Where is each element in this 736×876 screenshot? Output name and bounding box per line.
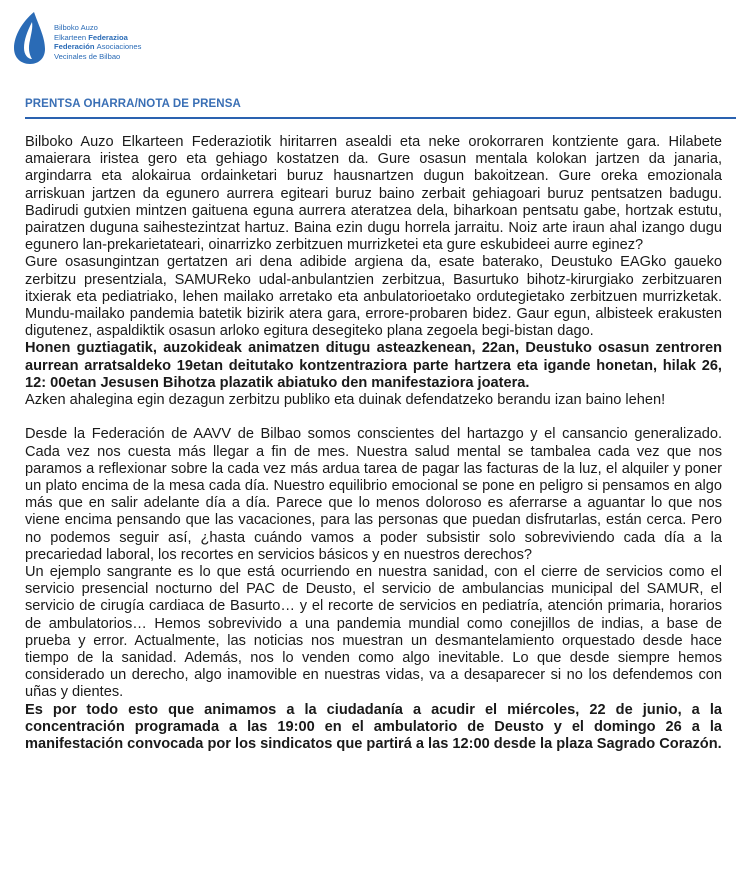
spanish-paragraph-3: Es por todo esto que animamos a la ciudadanía a acudir el miércoles, 22 de junio, a la concentración programada a las 19:00 en el ambulatorio de Deusto y el domingo 26 a la manifestación convocada por los sindicatos que partirá a las 12:00 desde la plaza Sagrado Corazón. [25, 701, 722, 753]
basque-paragraph-1: Bilboko Auzo Elkarteen Federaziotik hiritarren asealdi eta neke orokorraren kontziente gara. Hilabete amaierara iristea gero eta gehiago kostatzen da. Gure osasun mentala kolokan jartzen da janaria, argindarra eta alokairua ordainketari buruz hausnartzen dugun bakoitzean. Gure oreka emozionala arriskuan jartzen da egunero aurrera egiteari buruz baino zerbait gehiagoari buruz pentsatzen badugu. Badirudi gutxien mintzen gaituena eguna aurrera ateratzea dela, biharkoan pentsatu gabe, hortzak estutu, pairatzen duguna saihestezintzat hartuz. Baina ezin dugu horrela jarraitu. Noiz arte iraun ahal izango dugu egunero lan-prekarietateari, oinarrizko zerbitzuen murrizketei eta gure eskubideei aurre eginez? [25, 134, 722, 254]
spanish-paragraph-1: Desde la Federación de AAVV de Bilbao somos conscientes del hartazgo y el cansancio generalizado. Cada vez nos cuesta más llegar a fin de mes. Nuestra salud mental se tambalea cada vez que nos paramos a reflexionar sobre la cada vez más ardua tarea de pagar las facturas de la luz, el alquiler y poner un plato encima de la mesa cada día. Nuestro equilibrio emocional se pone en peligro si pensamos en algo más que en salir adelante día a día. Parece que lo menos doloroso es aferrarse a aguantar lo que nos viene encima pensando que las vacaciones, para las personas que puedan disfrutarlas, están cerca. Pero no podemos seguir así, ¿hasta cuándo vamos a poder subsistir solo sobreviviendo cada día a la precariedad laboral, los recortes en servicios básicos y en nuestros derechos? [25, 426, 722, 563]
federation-logo [12, 10, 212, 70]
logo-line-2: Elkarteen Federazioa [54, 32, 128, 42]
paragraph-gap [25, 409, 722, 426]
spanish-paragraph-2: Un ejemplo sangrante es lo que está ocurriendo en nuestra sanidad, con el cierre de servicios como el servicio presencial nocturno del PAC de Deusto, el servicio de ambulancias municipal del SAMUR, el servicio de cirugía cardiaca de Basurto… y el recorte de servicios en pediatría, atención primaria, horarios de ambulatorios… Hemos sobrevivido a una pandemia mundial como conejillos de indias, a base de prueba y error. Actualmente, las noticias nos muestran un desmantelamiento orquestado desde hace tiempo de la sanidad. Además, nos lo venden como algo inevitable. Lo que desde siempre hemos considerado un derecho, algo inamovible en nuestras vidas, va a desaparecer si no los defendemos con uñas y dientes. [25, 564, 722, 701]
logo-line-1: Bilboko Auzo [54, 23, 98, 32]
basque-paragraph-4: Azken ahalegina egin dezagun zerbitzu publiko eta duinak defendatzeko berandu izan baino lehen! [25, 392, 666, 409]
basque-paragraph-2: Gure osasungintzan gertatzen ari dena adibide argiena da, esate baterako, Deustuko EAGko gaueko zerbitzu presentziala, SAMUReko udal-anbulantzien zerbitzua, Basurtuko bihotz-kirurgiako zerbitzuaren itxierak eta pediatriako, lehen mailako arretako eta anbulatorioetako ordutegietako zerbitzuen murrizketak. Mundu-mailako pandemia batetik bizirik atera gara, errore-probaren bidez. Gaur egun, albisteek erakusten digutenez, aspaldiktik osasun arloko egitura desegiteko plana zegoela begi-bistan dago. [25, 254, 722, 340]
press-release-title: PRENTSA OHARRA/NOTA DE PRENSA [25, 98, 241, 110]
logo-wordmark [54, 23, 141, 61]
logo-line-4: Vecinales de Bilbao [54, 51, 121, 61]
basque-paragraph-3: Honen guztiagatik, auzokideak animatzen ditugu asteazkenean, 22an, Deustuko osasun zentroren aurrean arratsaldeko 19etan deitutako kontzentraziora parte hartzera eta igande honetan, hilak 26, 12: 00etan Jesusen Bihotza plazatik abiatuko den manifestaziora joatera. [25, 340, 722, 391]
drop-logo-icon [12, 10, 48, 66]
press-release-body [25, 134, 722, 753]
title-divider [25, 117, 736, 119]
logo-line-3: Federación Asociaciones [54, 42, 142, 52]
